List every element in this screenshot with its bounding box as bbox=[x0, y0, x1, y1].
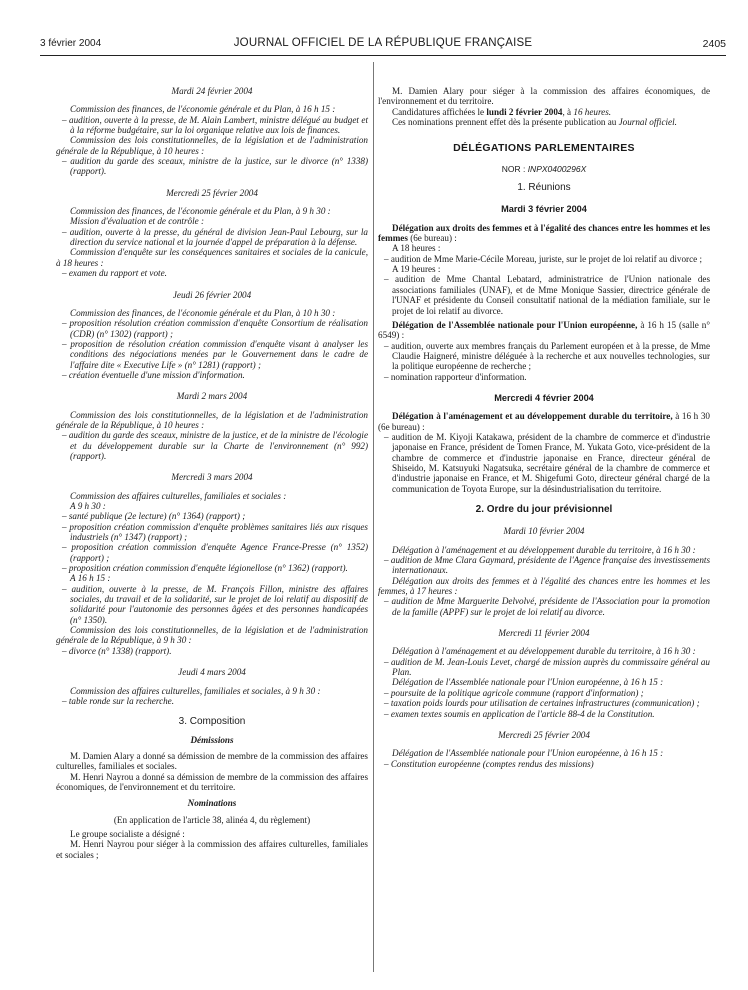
date-heading: Jeudi 4 mars 2004 bbox=[178, 667, 246, 678]
agenda-entry: Délégation à l'aménagement et au développement durable du territoire, à 16 h 30 : bbox=[392, 646, 696, 657]
date-heading: Mercredi 25 février 2004 bbox=[166, 187, 258, 198]
agenda-entry: Mission d'évaluation et de contrôle : bbox=[70, 216, 204, 227]
agenda-item: – poursuite de la politique agricole commune (rapport d'information) ; bbox=[384, 687, 644, 698]
agenda-item: – audition de Mme Chantal Lebatard, administratrice de l'Union nationale des associations familiales (UNAF), et de Mme Monique Sassier, directrice générale de l'UNAF et présidente du Conseil consultatif national de la médiation familiale, sur le projet de loi relatif au divorce. bbox=[384, 274, 710, 316]
subheading-nominations: Nominations bbox=[187, 798, 237, 809]
agenda-item: – audition de M. Kiyoji Katakawa, président de la chambre de commerce et d'industrie japonaise en France, président de Tomen France, M. Yukata Goto, vice-président de la chambre de commerce et d'industrie japonaise en France, directeur général de Shiseido, M. Katsuyuki Nagatsuka, secrétaire général de la chambre de commerce et d'industrie japonaise en France, et M. Shigefumi Goto, directeur général chargé de la communication de Toyota Europe, sur la désindustrialisation du territoire. bbox=[384, 431, 710, 494]
paragraph: M. Henri Nayrou pour siéger à la commission des affaires culturelles, familiales et sociales ; bbox=[56, 839, 368, 860]
date-heading: Mardi 2 mars 2004 bbox=[176, 391, 248, 402]
date-heading: Jeudi 26 février 2004 bbox=[172, 289, 252, 300]
agenda-entry: Délégation de l'Assemblée nationale pour l'Union européenne, à 16 h 15 : bbox=[392, 677, 664, 688]
paragraph: M. Damien Alary a donné sa démission de membre de la commission des affaires culturelles, familiales et sociales. bbox=[56, 750, 368, 772]
agenda-entry: Délégation aux droits des femmes et à l'égalité des chances entre les hommes et les femmes (6e bureau) : bbox=[378, 222, 710, 244]
agenda-item: – audition de Mme Marie-Cécile Moreau, juriste, sur le projet de loi relatif au divorce ; bbox=[384, 253, 703, 264]
agenda-item: – audition, ouverte à la presse, de M. François Fillon, ministre des affaires sociales, du travail et de la solidarité, sur le projet de loi relatif au dispositif de solidarité pour l'autonomie des personnes âgées et des personnes handicapées (n° 1350). bbox=[62, 583, 368, 625]
agenda-item: – santé publique (2e lecture) (n° 1364) (rapport) ; bbox=[62, 511, 246, 522]
page-header bbox=[40, 38, 726, 54]
section-heading-composition: 3. Composition bbox=[178, 716, 246, 728]
agenda-time: A 9 h 30 : bbox=[70, 501, 106, 511]
agenda-item: – nomination rapporteur d'information. bbox=[384, 371, 527, 382]
agenda-entry: Commission des lois constitutionnelles, de la législation et de l'administration générale de la République, à 10 heures : bbox=[56, 409, 368, 430]
agenda-item: – audition de Mme Clara Gaymard, présidente de l'Agence française des investissements internationaux. bbox=[384, 555, 710, 576]
agenda-item: – proposition création commission d'enquête problèmes sanitaires liés aux risques industriels (n° 1347) (rapport) ; bbox=[62, 521, 368, 543]
agenda-item: – proposition de résolution création commission d'enquête visant à analyser les conditions des négociations menées par le Gouvernement dans le cadre de l'affaire dite « Executive Life » (n° 1281) (rapport) ; bbox=[62, 338, 368, 370]
header-rule bbox=[40, 55, 726, 56]
agenda-entry: Délégation à l'aménagement et au développement durable du territoire, à 16 h 30 : bbox=[392, 544, 696, 555]
date-heading: Mercredi 25 février 2004 bbox=[498, 729, 590, 740]
section-heading-ordre-du-jour: 2. Ordre du jour prévisionnel bbox=[475, 504, 613, 515]
agenda-entry: Commission des affaires culturelles, familiales et sociales : bbox=[70, 490, 287, 501]
agenda-entry: Délégation de l'Assemblée nationale pour l'Union européenne, à 16 h 15 (salle n° 6549) : bbox=[378, 319, 710, 341]
date-heading: Mardi 24 février 2004 bbox=[171, 86, 253, 96]
paragraph: Ces nominations prennent effet dès la présente publication au Journal officiel. bbox=[392, 117, 677, 128]
nor-reference: NOR : INPX0400296X bbox=[501, 163, 587, 174]
date-heading: Mercredi 3 mars 2004 bbox=[171, 472, 253, 483]
agenda-item: – taxation poids lourds pour utilisation de certaines infrastructures (communication) ; bbox=[384, 698, 700, 709]
agenda-item: – Constitution européenne (comptes rendus des missions) bbox=[384, 758, 594, 769]
agenda-item: – création éventuelle d'une mission d'information. bbox=[62, 369, 245, 380]
agenda-entry: Délégation de l'Assemblée nationale pour l'Union européenne, à 16 h 15 : bbox=[392, 748, 664, 759]
date-heading: Mardi 10 février 2004 bbox=[503, 526, 585, 537]
paragraph: (En application de l'article 38, alinéa 4, du règlement) bbox=[113, 814, 311, 825]
agenda-item: – divorce (n° 1338) (rapport). bbox=[62, 645, 172, 656]
header-title: JOURNAL OFFICIEL DE LA RÉPUBLIQUE FRANÇAISE bbox=[233, 37, 533, 49]
subheading-demissions: Démissions bbox=[190, 734, 234, 745]
agenda-item: – examen textes soumis en application de l'article 88-4 de la Constitution. bbox=[384, 708, 655, 719]
agenda-entry: Commission des finances, de l'économie générale et du Plan, à 16 h 15 : bbox=[70, 104, 336, 115]
agenda-item: – audition de Mme Marguerite Delvolvé, présidente de l'Association pour la promotion de la famille (APPF) sur le projet de loi relatif au divorce. bbox=[384, 596, 710, 617]
agenda-item: – audition, ouverte à la presse, du général de division Jean-Paul Lebourg, sur la direction du service national et la journée d'appel de préparation à la défense. bbox=[62, 226, 368, 248]
left-column bbox=[56, 86, 368, 860]
column-separator bbox=[373, 62, 374, 972]
agenda-item: – table ronde sur la recherche. bbox=[62, 695, 175, 706]
date-heading: Mercredi 11 février 2004 bbox=[498, 628, 590, 639]
right-column bbox=[378, 86, 710, 769]
paragraph: Candidatures affichées le lundi 2 février 2004, à 16 heures. bbox=[392, 106, 612, 117]
agenda-item: – audition, ouverte aux membres français du Parlement européen et à la presse, de Mme Claudie Haigneré, ministre déléguée à la recherche et aux nouvelles technologies, sur la politique européenne de recherche ; bbox=[384, 340, 710, 372]
agenda-entry: Commission des lois constitutionnelles, de la législation et de l'administration générale de la République, à 10 heures : bbox=[56, 135, 368, 156]
agenda-entry: Commission des affaires culturelles, familiales et sociales, à 9 h 30 : bbox=[70, 685, 321, 696]
delegations-title: DÉLÉGATIONS PARLEMENTAIRES bbox=[453, 142, 635, 155]
paragraph: Le groupe socialiste a désigné : bbox=[70, 828, 185, 839]
date-heading: Mardi 3 février 2004 bbox=[501, 204, 587, 215]
agenda-entry: Commission des lois constitutionnelles, de la législation et de l'administration générale de la République, à 9 h 30 : bbox=[56, 625, 368, 646]
agenda-item: – audition de M. Jean-Louis Levet, chargé de mission auprès du commissaire général au Plan. bbox=[384, 656, 710, 678]
agenda-time: A 18 heures : bbox=[392, 243, 441, 254]
page-number: 2405 bbox=[702, 38, 726, 50]
agenda-item: – audition, ouverte à la presse, de M. Alain Lambert, ministre délégué au budget et à la réforme budgétaire, sur la loi organique relative aux lois de finances. bbox=[62, 114, 368, 136]
agenda-item: – audition du garde des sceaux, ministre de la justice, sur le divorce (n° 1338) (rapport). bbox=[62, 156, 368, 177]
agenda-entry: Délégation aux droits des femmes et à l'égalité des chances entre les hommes et les femmes, à 17 heures : bbox=[378, 575, 710, 597]
agenda-entry: Délégation à l'aménagement et au développement durable du territoire, à 16 h 30 (6e bureau) : bbox=[378, 411, 710, 432]
agenda-item: – proposition résolution création commission d'enquête Consortium de réalisation (CDR) (n° 1302) (rapport) ; bbox=[62, 318, 368, 339]
agenda-item: – examen du rapport et vote. bbox=[62, 268, 167, 279]
date-heading: Mercredi 4 février 2004 bbox=[494, 392, 594, 403]
paragraph: M. Damien Alary pour siéger à la commission des affaires économiques, de l'environnement et du territoire. bbox=[378, 86, 710, 107]
agenda-entry: Commission d'enquête sur les conséquences sanitaires et sociales de la canicule, à 18 heures : bbox=[56, 247, 368, 268]
agenda-item: – audition du garde des sceaux, ministre de la justice, et de la ministre de l'écologie et du développement durable sur la Charte de l'environnement (n° 992) (rapport). bbox=[62, 430, 368, 461]
agenda-entry: Commission des finances, de l'économie générale et du Plan, à 10 h 30 : bbox=[70, 307, 336, 318]
agenda-time: A 19 heures : bbox=[392, 264, 441, 275]
header-date: 3 février 2004 bbox=[40, 38, 102, 49]
agenda-time: A 16 h 15 : bbox=[70, 573, 111, 584]
agenda-item: – proposition création commission d'enquête Agence France-Presse (n° 1352) (rapport) ; bbox=[62, 542, 368, 563]
section-heading-reunions: 1. Réunions bbox=[517, 182, 571, 194]
agenda-entry: Commission des finances, de l'économie générale et du Plan, à 9 h 30 : bbox=[70, 206, 331, 217]
paragraph: M. Henri Nayrou a donné sa démission de membre de la commission des affaires économiques, de l'environnement et du territoire. bbox=[56, 771, 368, 792]
agenda-item: – proposition création commission d'enquête légionellose (n° 1362) (rapport). bbox=[62, 563, 348, 574]
